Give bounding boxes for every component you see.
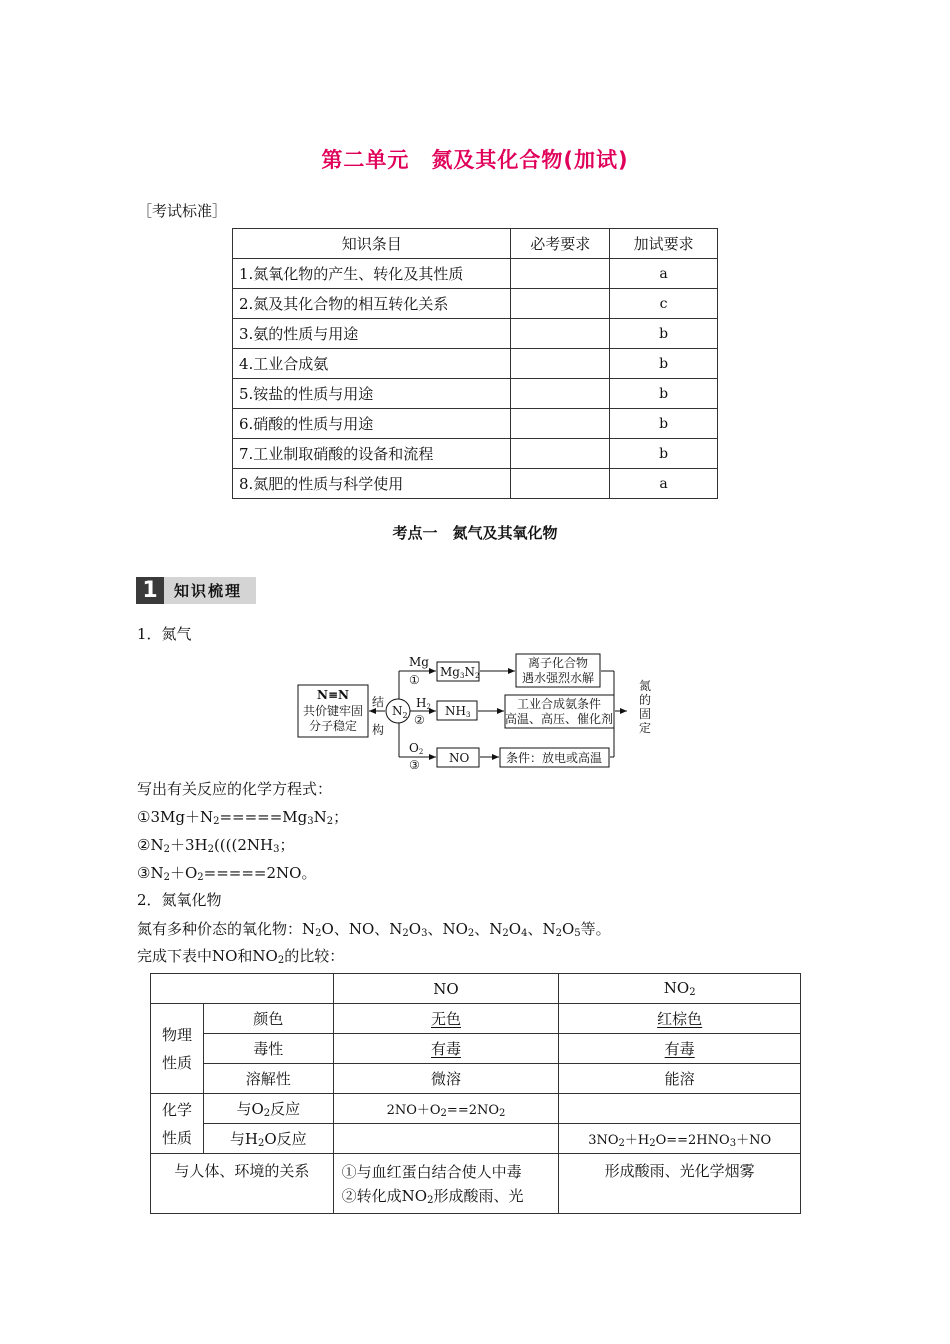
h2o-reaction-no2: $3NO_2+H_2O==2HNO_3+NO$ [559, 1124, 801, 1154]
branch2-reagent: H2 [416, 696, 431, 711]
standard-extra: c [610, 289, 718, 319]
standard-required [511, 439, 610, 469]
branch1-reagent: Mg [409, 655, 429, 669]
section-number: 1 [136, 577, 164, 604]
standard-item: 8.氮肥的性质与科学使用 [233, 469, 511, 499]
standards-row [233, 409, 718, 439]
fixation-label-2: 的 [639, 693, 652, 707]
kaodian-title: 考点一 氮气及其氧化物 [392, 524, 558, 542]
oxides-line: 氮有多种价态的氧化物：$N_2O$、NO、$N_2O_3$、$NO_2$、$N_2O_4$、$N_2O_5$等。 [137, 920, 611, 939]
standards-row [233, 439, 718, 469]
cmp-header-no2: $NO_2$ [559, 974, 801, 1004]
standard-item: 7.工业制取硝酸的设备和流程 [233, 439, 511, 469]
stable-molecule-text: 分子稳定 [308, 719, 358, 733]
environment-no2: 形成酸雨、光化学烟雾 [559, 1154, 801, 1214]
standards-row [233, 319, 718, 349]
o2-reaction-no2 [559, 1094, 801, 1124]
solubility-label: 溶解性 [203, 1064, 333, 1094]
standard-required [511, 319, 610, 349]
color-no: 无色 [333, 1004, 559, 1034]
cmp-solubility-row [151, 1064, 801, 1094]
nitrogen-diagram [296, 652, 666, 770]
item2-heading: 2．氮氧化物 [137, 891, 222, 909]
standards-row [233, 349, 718, 379]
solubility-no: 微溶 [333, 1064, 559, 1094]
branch2-note-2: 高温、高压、催化剂 [504, 712, 614, 726]
branch3-note: 条件：放电或高温 [505, 751, 603, 765]
standards-row [233, 259, 718, 289]
chemical-property-label: 化学 性质 [151, 1094, 204, 1154]
standard-required [511, 259, 610, 289]
standard-item: 5.铵盐的性质与用途 [233, 379, 511, 409]
fixation-label-3: 固 [639, 707, 652, 721]
standard-extra: b [610, 379, 718, 409]
environment-label: 与人体、环境的关系 [151, 1154, 334, 1214]
physical-property-label: 物理 性质 [151, 1004, 204, 1094]
o2-reaction-label: 与$O_2$反应 [203, 1094, 333, 1124]
standard-item: 2.氮及其化合物的相互转化关系 [233, 289, 511, 319]
cmp-toxicity-row [151, 1034, 801, 1064]
structure-label-1: 结 [372, 695, 385, 709]
standards-row [233, 469, 718, 499]
branch2-product: NH3 [445, 704, 471, 719]
standards-table [232, 228, 718, 499]
toxicity-label: 毒性 [203, 1034, 333, 1064]
equation-1: $①3Mg+N_2=====Mg_3N_2$； [137, 808, 349, 827]
standard-required [511, 349, 610, 379]
equation-2: $②N_2+3H_2((((2NH_3$； [137, 836, 295, 855]
cmp-header-row [151, 974, 801, 1004]
branch3-reagent: O2 [409, 741, 424, 756]
cmp-color-row [151, 1004, 801, 1034]
n2-label: $N_2$ [392, 704, 408, 720]
compare-prompt: 完成下表中NO和$NO_2$的比较： [137, 947, 345, 966]
no-no2-comparison-table [150, 973, 801, 1214]
standard-required [511, 409, 610, 439]
triple-bond-text: N≡N [317, 688, 349, 702]
cmp-o2-row [151, 1094, 801, 1124]
header-extra: 加试要求 [610, 229, 718, 259]
cmp-header-no: NO [333, 974, 559, 1004]
branch2-num: ② [414, 713, 425, 727]
toxicity-no2: 有毒 [559, 1034, 801, 1064]
exam-standard-label: ［考试标准］ [137, 202, 228, 220]
standard-extra: b [610, 319, 718, 349]
branch3-product: NO [449, 751, 470, 765]
header-required: 必考要求 [511, 229, 610, 259]
branch1-note-1: 离子化合物 [527, 656, 589, 670]
structure-label-2: 构 [372, 723, 385, 737]
standard-required [511, 379, 610, 409]
header-knowledge: 知识条目 [233, 229, 511, 259]
cmp-corner-cell [151, 974, 334, 1004]
standard-extra: a [610, 469, 718, 499]
solubility-no2: 能溶 [559, 1064, 801, 1094]
branch1-product: Mg3N2 [440, 665, 480, 680]
standard-extra: b [610, 439, 718, 469]
toxicity-no: 有毒 [333, 1034, 559, 1064]
environment-no: ①与血红蛋白结合使人中毒 ②转化成$NO_2$形成酸雨、光 [333, 1154, 559, 1214]
standard-required [511, 289, 610, 319]
branch2-note-1: 工业合成氨条件 [516, 697, 602, 711]
standard-extra: b [610, 349, 718, 379]
standard-item: 4.工业合成氨 [233, 349, 511, 379]
fixation-label-1: 氮 [639, 679, 652, 693]
h2o-reaction-label: 与$H_2O$反应 [203, 1124, 333, 1154]
equation-prompt: 写出有关反应的化学方程式： [137, 780, 333, 798]
standard-item: 6.硝酸的性质与用途 [233, 409, 511, 439]
branch3-num: ③ [409, 758, 420, 770]
cmp-h2o-row [151, 1124, 801, 1154]
branch1-num: ① [409, 673, 420, 687]
page-title: 第二单元 氮及其化合物(加试) [321, 148, 629, 172]
standard-extra: a [610, 259, 718, 289]
standard-required [511, 469, 610, 499]
standard-item: 3.氨的性质与用途 [233, 319, 511, 349]
o2-reaction-no: $2NO+O_2==2NO_2$ [333, 1094, 559, 1124]
color-label: 颜色 [203, 1004, 333, 1034]
section-badge [136, 577, 256, 604]
standard-extra: b [610, 409, 718, 439]
standards-header-row [233, 229, 718, 259]
section-label: 知识梳理 [174, 582, 243, 600]
standard-item: 1.氮氧化物的产生、转化及其性质 [233, 259, 511, 289]
fixation-label-4: 定 [639, 721, 652, 735]
cmp-environment-row [151, 1154, 801, 1214]
color-no2: 红棕色 [559, 1004, 801, 1034]
standards-row [233, 379, 718, 409]
equation-3: $③N_2+O_2=====2NO$。 [137, 864, 317, 883]
standards-row [233, 289, 718, 319]
covalent-bond-text: 共价键牢固 [302, 704, 364, 718]
h2o-reaction-no [333, 1124, 559, 1154]
branch1-note-2: 遇水强烈水解 [521, 671, 595, 685]
item1-heading: 1．氮气 [137, 625, 192, 643]
